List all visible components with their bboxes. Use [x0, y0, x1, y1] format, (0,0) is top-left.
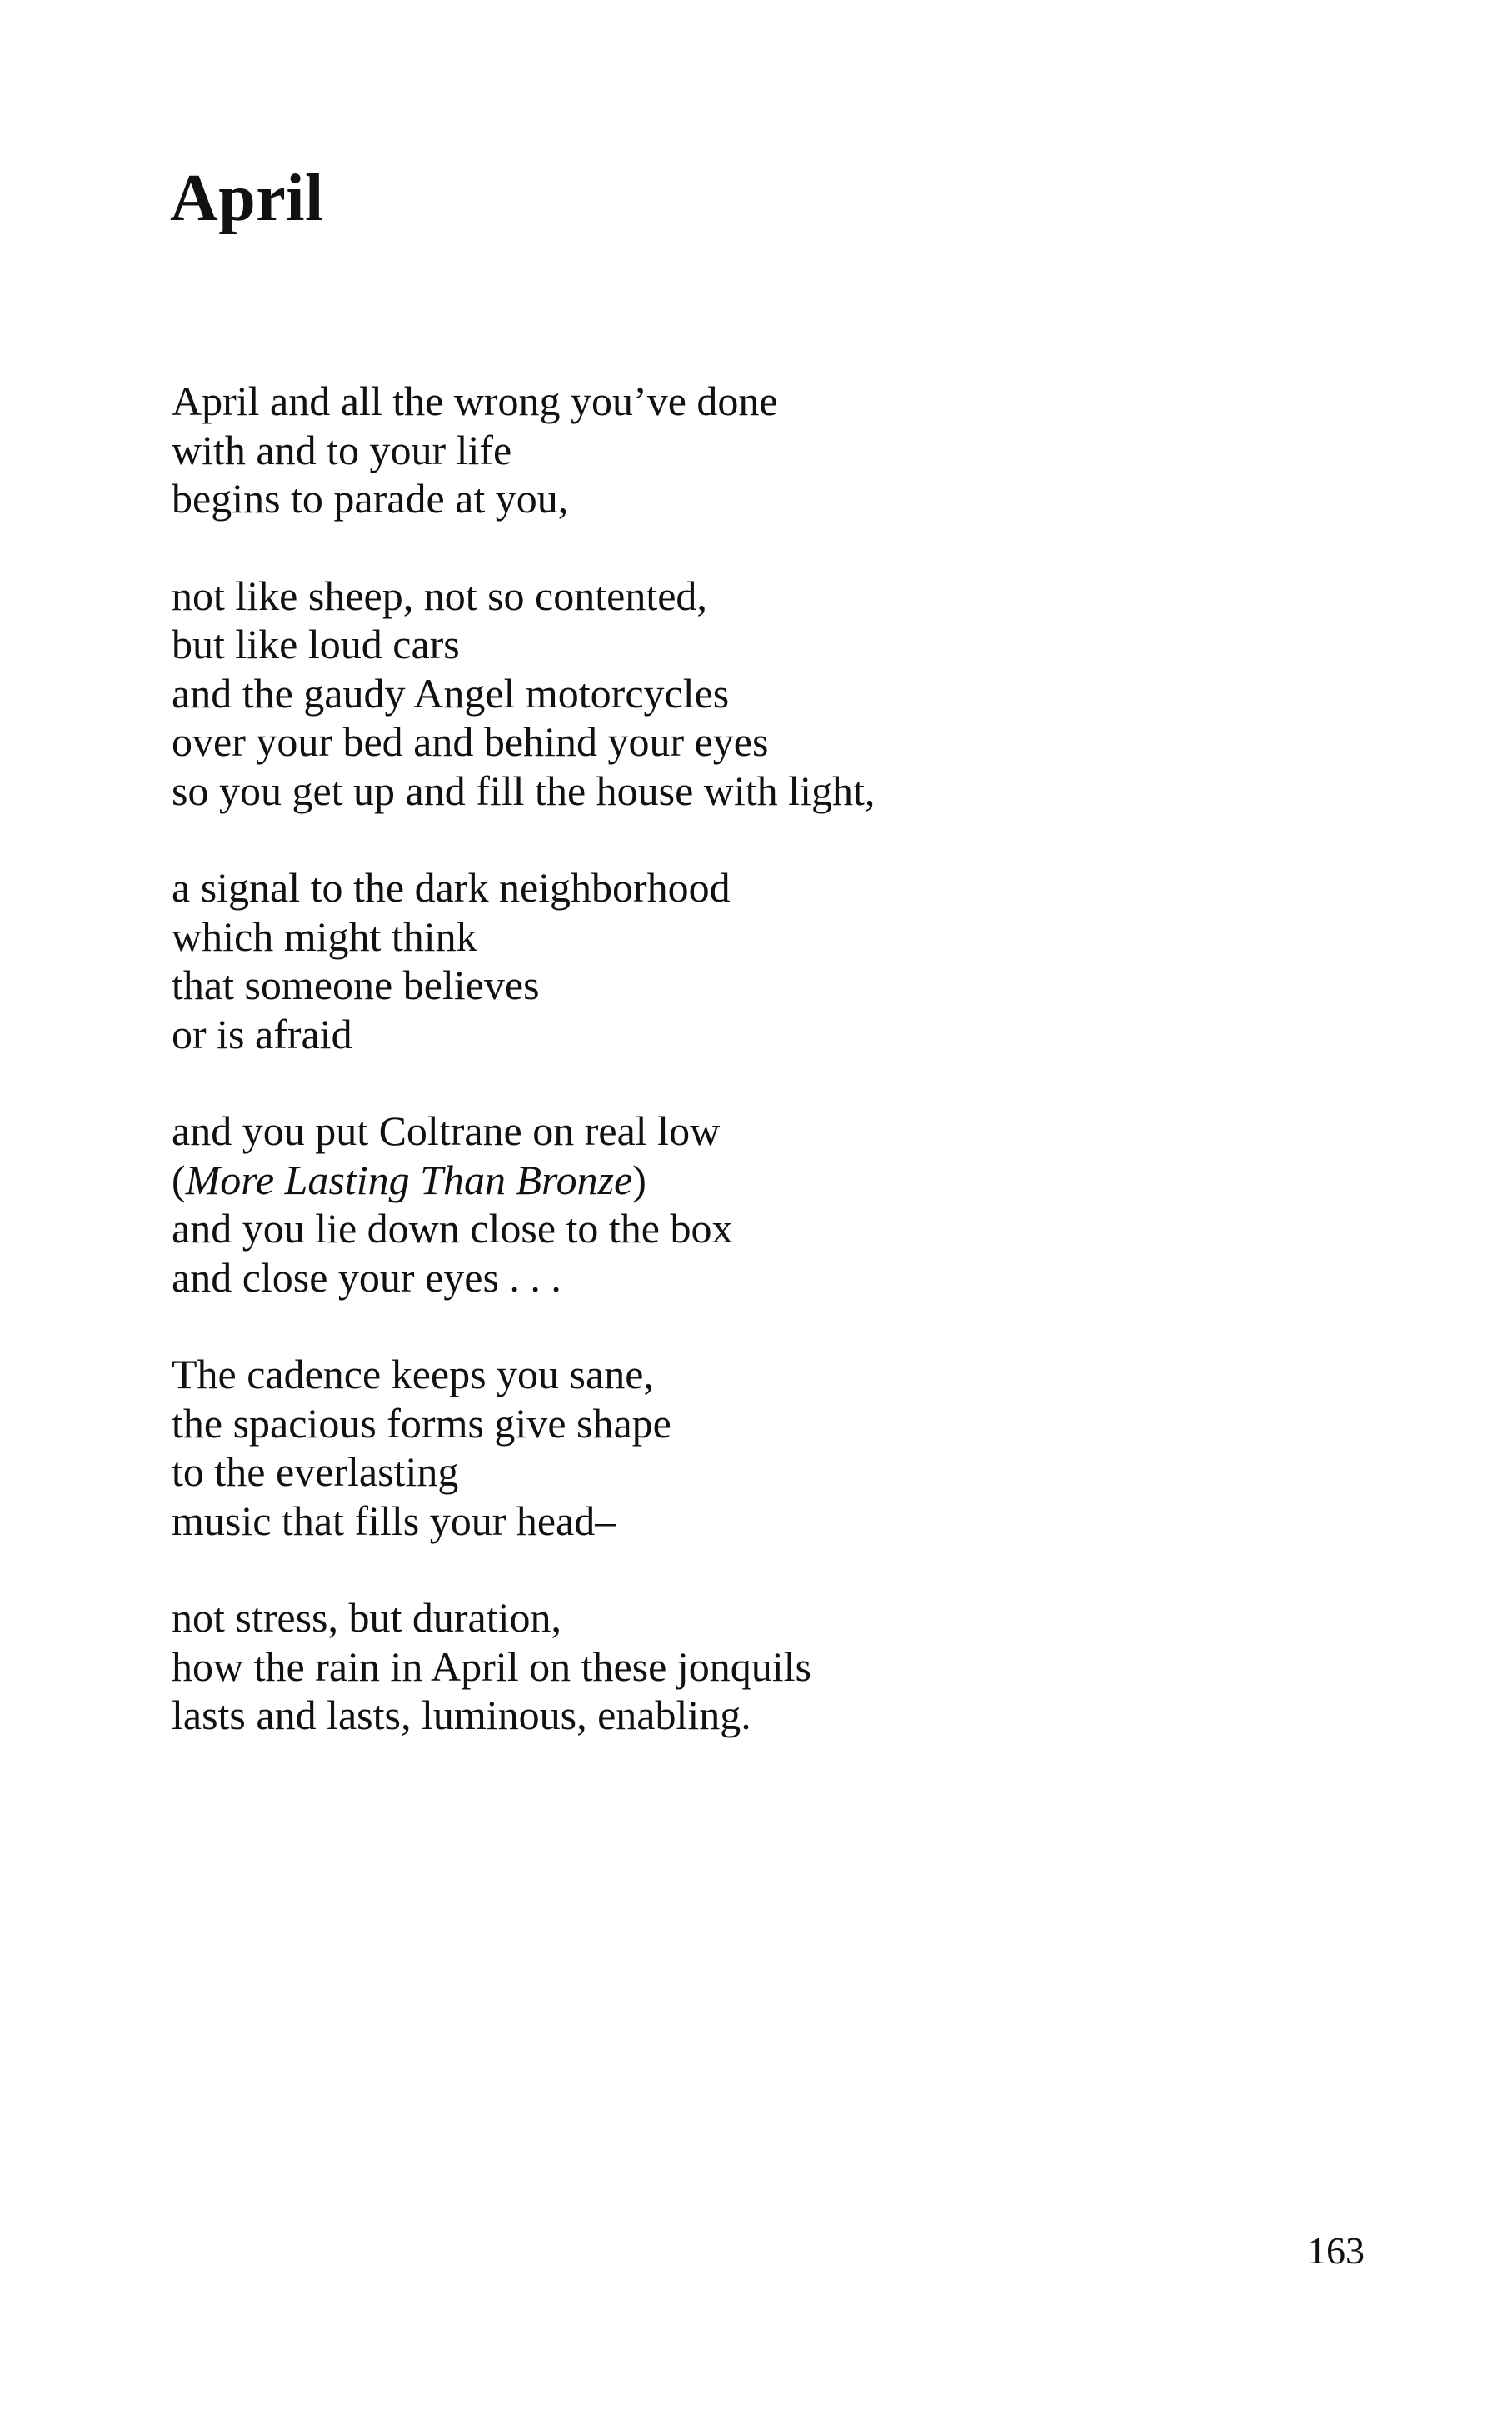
stanza-1: [172, 377, 1255, 523]
stanza-5: [172, 1350, 1255, 1545]
poem-line: and you put Coltrane on real low: [172, 1108, 721, 1154]
poem-line: which might think: [172, 912, 477, 960]
poem-line: the spacious forms give shape: [172, 1399, 671, 1447]
poem-line: but like loud cars: [172, 621, 460, 668]
paren-open: (: [172, 1156, 186, 1203]
poem-line: so you get up and fill the house with light,: [172, 767, 876, 814]
poem-line-italic-title: [172, 1156, 1255, 1205]
poem-line: The cadence keeps you sane,: [172, 1351, 654, 1398]
poem-line: and close your eyes . . .: [172, 1253, 561, 1301]
poem-line: and the gaudy Angel motorcycles: [172, 669, 730, 717]
poem-line: and you lie down close to the box: [172, 1205, 733, 1252]
poem-line: to the everlasting: [172, 1448, 459, 1495]
poem-line: over your bed and behind your eyes: [172, 718, 769, 765]
page-number: 163: [1307, 2229, 1365, 2272]
poem-line: not like sheep, not so contented,: [172, 572, 707, 619]
poem-body: [172, 377, 1255, 1788]
stanza-6: [172, 1593, 1255, 1740]
poem-line: how the rain in April on these jonquils: [172, 1642, 811, 1690]
poem-line: that someone believes: [172, 962, 540, 1008]
paren-close: ): [632, 1156, 646, 1203]
poem-line: not stress, but duration,: [172, 1594, 562, 1641]
poem-line: a signal to the dark neighborhood: [172, 864, 731, 911]
poem-title: April: [170, 162, 324, 235]
stanza-4: [172, 1107, 1255, 1302]
album-title: More Lasting Than Bronze: [185, 1156, 633, 1203]
stanza-2: [172, 572, 1255, 816]
poem-line: with and to your life: [172, 426, 512, 473]
poem-line: begins to parade at you,: [172, 475, 569, 522]
poem-line: music that fills your head–: [172, 1497, 616, 1544]
poem-line: or is afraid: [172, 1010, 352, 1058]
poem-line: lasts and lasts, luminous, enabling.: [172, 1692, 751, 1738]
poem-line: April and all the wrong you’ve done: [172, 378, 778, 424]
stanza-3: [172, 863, 1255, 1058]
